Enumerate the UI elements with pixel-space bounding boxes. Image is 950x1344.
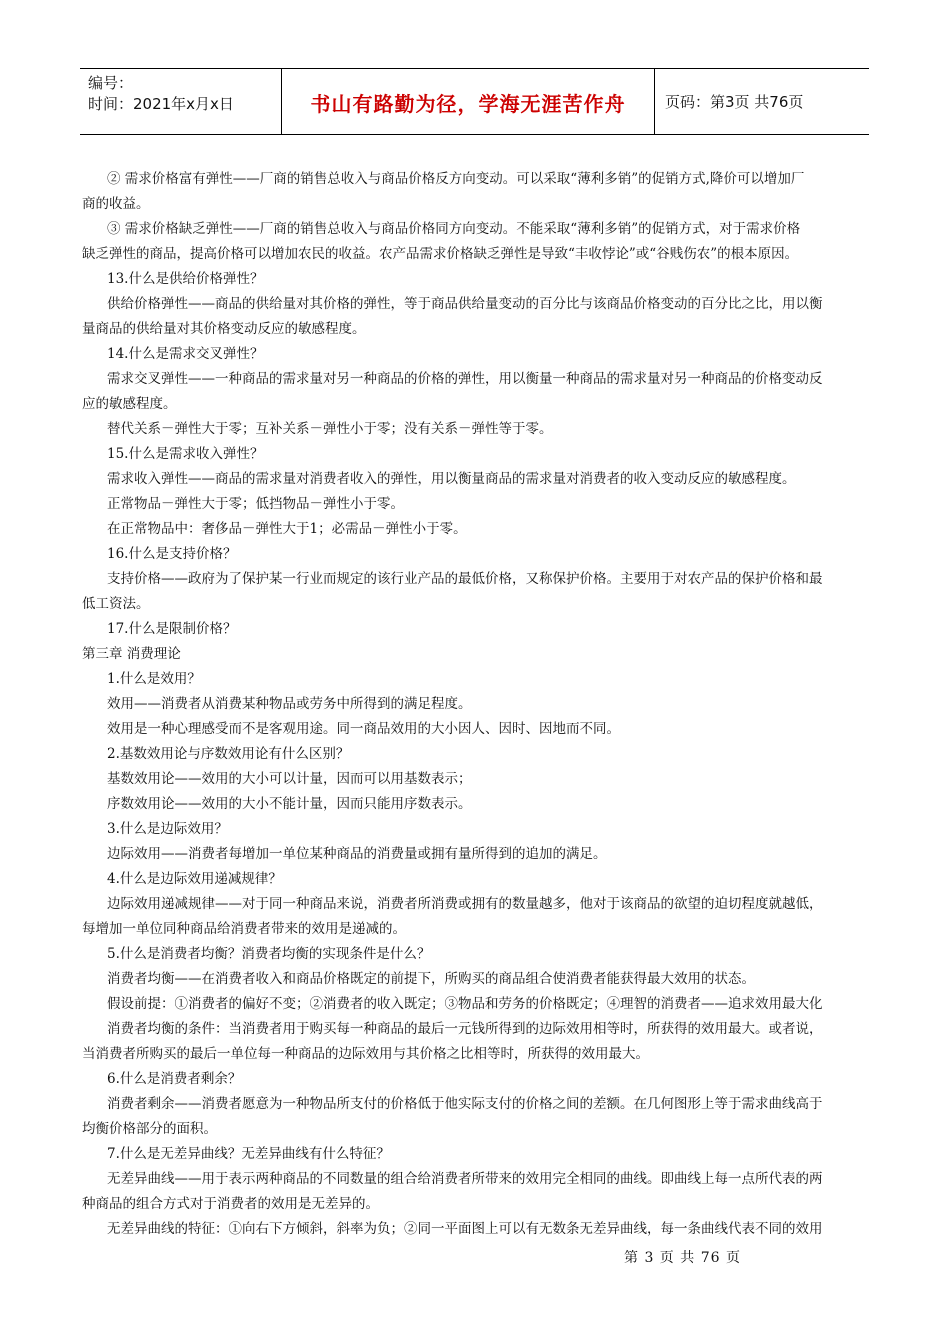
page-footer: 第 3 页 共 76 页 (624, 1250, 741, 1266)
text-line: 在正常物品中：奢侈品－弹性大于1；必需品－弹性小于零。 (107, 521, 467, 537)
text-line: 种商品的组合方式对于消费者的效用是无差异的。 (82, 1196, 379, 1212)
text-line: 基数效用论——效用的大小可以计量，因而可以用基数表示； (107, 771, 472, 787)
text-line: 效用是一种心理感受而不是客观用途。同一商品效用的大小因人、因时、因地而不同。 (107, 721, 620, 737)
header-page-cell (655, 69, 869, 134)
question-heading: 2.基数效用论与序数效用论有什么区别？ (107, 746, 350, 762)
question-heading: 15.什么是需求收入弹性？ (107, 446, 264, 462)
question-heading: 17.什么是限制价格？ (107, 621, 237, 637)
motto: 书山有路勤为径，学海无涯苦作舟 (310, 92, 626, 116)
text-line: 需求交叉弹性——一种商品的需求量对另一种商品的价格的弹性，用以衡量一种商品的需求量对另一种商品的价格变动反 (107, 371, 823, 387)
header-motto-cell (282, 69, 655, 134)
question-heading: 16.什么是支持价格？ (107, 546, 237, 562)
text-line: 边际效用——消费者每增加一单位某种商品的消费量或拥有量所得到的追加的满足。 (107, 846, 607, 862)
question-heading: 13.什么是供给价格弹性？ (107, 271, 264, 287)
text-line: 均衡价格部分的面积。 (82, 1121, 217, 1137)
text-line: ② 需求价格富有弹性——厂商的销售总收入与商品价格反方向变动。可以采取“薄利多销”的促销方式,降价可以增加厂 (107, 171, 805, 187)
question-heading: 6.什么是消费者剩余？ (107, 1071, 242, 1087)
question-heading: 3.什么是边际效用？ (107, 821, 228, 837)
text-line: 商的收益。 (82, 196, 150, 212)
text-line: 供给价格弹性——商品的供给量对其价格的弹性，等于商品供给量变动的百分比与该商品价格变动的百分比之比，用以衡 (107, 296, 823, 312)
text-line: 消费者均衡的条件：当消费者用于购买每一种商品的最后一元钱所得到的边际效用相等时，所获得的效用最大。或者说， (107, 1021, 823, 1037)
page-label: 页码：第3页 共76页 (665, 93, 804, 111)
question-heading: 5.什么是消费者均衡？消费者均衡的实现条件是什么？ (107, 946, 431, 962)
text-line: 缺乏弹性的商品，提高价格可以增加农民的收益。农产品需求价格缺乏弹性是导致“丰收悖论”或“谷贱伤农”的根本原因。 (82, 246, 799, 262)
question-heading: 7.什么是无差异曲线？无差异曲线有什么特征？ (107, 1146, 390, 1162)
time-label: 时间：2021年x月x日 (88, 95, 234, 113)
text-line: 消费者均衡——在消费者收入和商品价格既定的前提下，所购买的商品组合使消费者能获得最大效用的状态。 (107, 971, 755, 987)
text-line: 消费者剩余——消费者愿意为一种物品所支付的价格低于他实际支付的价格之间的差额。在几何图形上等于需求曲线高于 (107, 1096, 823, 1112)
question-heading: 4.什么是边际效用递减规律？ (107, 871, 282, 887)
text-line: 边际效用递减规律——对于同一种商品来说，消费者所消费或拥有的数量越多，他对于该商品的欲望的迫切程度就越低， (107, 896, 823, 912)
text-line: 量商品的供给量对其价格变动反应的敏感程度。 (82, 321, 366, 337)
text-line: 每增加一单位同种商品给消费者带来的效用是递减的。 (82, 921, 406, 937)
text-line: 替代关系－弹性大于零；互补关系－弹性小于零；没有关系－弹性等于零。 (107, 421, 553, 437)
number-label: 编号： (88, 74, 134, 92)
text-line: 无差异曲线的特征：①向右下方倾斜，斜率为负；②同一平面图上可以有无数条无差异曲线，每一条曲线代表不同的效用 (107, 1221, 823, 1237)
question-heading: 1.什么是效用？ (107, 671, 201, 687)
question-heading: 14.什么是需求交叉弹性？ (107, 346, 264, 362)
header-meta (80, 69, 282, 134)
document-body (82, 167, 870, 1242)
text-line: 无差异曲线——用于表示两种商品的不同数量的组合给消费者所带来的效用完全相同的曲线。即曲线上每一点所代表的两 (107, 1171, 823, 1187)
text-line: 应的敏感程度。 (82, 396, 177, 412)
chapter-heading: 第三章 消费理论 (82, 646, 181, 662)
text-line: 正常物品－弹性大于零；低挡物品－弹性小于零。 (107, 496, 404, 512)
text-line: 低工资法。 (82, 596, 150, 612)
text-line: 效用——消费者从消费某种物品或劳务中所得到的满足程度。 (107, 696, 472, 712)
text-line: 需求收入弹性——商品的需求量对消费者收入的弹性，用以衡量商品的需求量对消费者的收入变动反应的敏感程度。 (107, 471, 796, 487)
text-line: 假设前提：①消费者的偏好不变；②消费者的收入既定；③物品和劳务的价格既定；④理智的消费者——追求效用最大化 (107, 996, 823, 1012)
text-line: ③ 需求价格缺乏弹性——厂商的销售总收入与商品价格同方向变动。不能采取“薄利多销”的促销方式，对于需求价格 (107, 221, 801, 237)
text-line: 当消费者所购买的最后一单位每一种商品的边际效用与其价格之比相等时，所获得的效用最大。 (82, 1046, 649, 1062)
text-line: 序数效用论——效用的大小不能计量，因而只能用序数表示。 (107, 796, 472, 812)
text-line: 支持价格——政府为了保护某一行业而规定的该行业产品的最低价格，又称保护价格。主要用于对农产品的保护价格和最 (107, 571, 823, 587)
page-header (80, 68, 869, 135)
